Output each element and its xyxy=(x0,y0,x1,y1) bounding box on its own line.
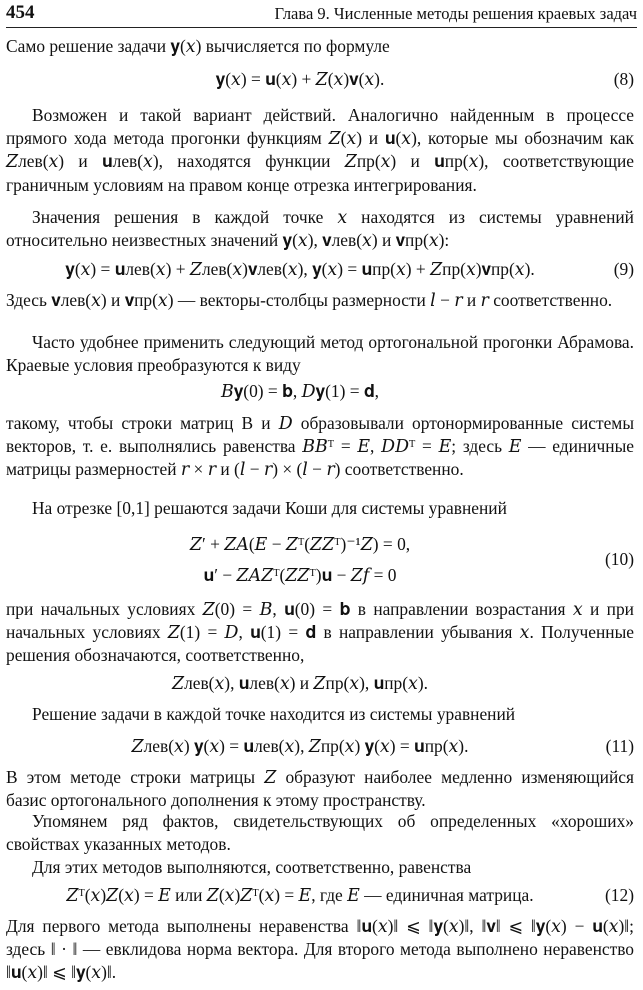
equation-12-expression: 𝑍ᵀ(𝑥)𝑍(𝑥) = 𝐸 или 𝑍(𝑥)𝑍ᵀ(𝑥) = 𝐸, где 𝐸 — единичная матрица. xyxy=(66,885,534,905)
paragraph-7: На отрезке [0,1] решаются задачи Коши для системы уравнений xyxy=(32,498,507,518)
paragraph-6: такому, чтобы строки матриц B и 𝐷 образовывали ортонормированные системы векторов, т. е. выполнялись равенства 𝐵𝐵ᵀ = 𝐸, 𝐷𝐷ᵀ = 𝐸; здесь 𝐸 — единичные матрицы размерностей 𝑟 × 𝑟 и (𝑙 − 𝑟) × (𝑙 − 𝑟) соответственно. xyxy=(6,413,634,480)
paragraph-13: Для первого метода выполнены неравенства ‖𝐮(𝑥)‖ ⩽ ‖𝐲(𝑥)‖, ‖𝐯‖ ⩽ ‖𝐲(𝑥) − 𝐮(𝑥)‖; здесь ‖ · ‖ — евклидова норма вектора. Для второго метода выполнено неравенство ‖𝐮(𝑥)‖ ⩽ ‖𝐲(𝑥)‖. xyxy=(6,916,634,983)
equation-11 xyxy=(6,733,634,759)
equation-12 xyxy=(6,882,634,908)
paragraph-4: Здесь 𝐯лев(𝑥) и 𝐯пр(𝑥) — векторы-столбцы размерности 𝑙 − 𝑟 и 𝑟 соответственно. xyxy=(6,290,613,310)
paragraph-1: Само решение задачи 𝐲(𝑥) вычисляется по формуле xyxy=(6,36,390,56)
equation-11-expression: 𝑍лев(𝑥) 𝐲(𝑥) = 𝐮лев(𝑥), 𝑍пр(𝑥) 𝐲(𝑥) = 𝐮пр(𝑥). xyxy=(131,736,469,756)
equation-8 xyxy=(6,66,634,92)
equation-boundary xyxy=(6,378,634,404)
paragraph-10: В этом методе строки матрицы 𝑍 образуют наиболее медленно изменяющийся базис ортогонального дополнения к этому пространству. xyxy=(6,767,634,811)
equation-boundary-expression: 𝐵𝐲(0) = 𝐛, 𝐷𝐲(1) = 𝐝, xyxy=(220,381,380,401)
chapter-title: Глава 9. Численные методы решения краевых задач xyxy=(274,4,637,23)
equation-10-expression-1: 𝑍′ + 𝑍𝐴(𝐸 − 𝑍ᵀ(𝑍𝑍ᵀ)⁻¹𝑍) = 0, xyxy=(189,534,411,554)
equation-10-number: (10) xyxy=(605,549,634,569)
equation-10-expression-2: 𝐮′ − 𝑍𝐴𝑍ᵀ(𝑍𝑍ᵀ)𝐮 − 𝑍𝑓 = 0 xyxy=(203,565,397,585)
equation-9-number: (9) xyxy=(613,259,634,279)
paragraph-3: Значения решения в каждой точке 𝑥 находятся из системы уравнений относительно неизвестных значений 𝐲(𝑥), 𝐯лев(𝑥) и 𝐯пр(𝑥): xyxy=(6,207,634,251)
equation-solutions-expression: 𝑍лев(𝑥), 𝐮лев(𝑥) и 𝑍пр(𝑥), 𝐮пр(𝑥). xyxy=(171,673,428,693)
equation-12-number: (12) xyxy=(605,885,634,905)
equation-8-expression: 𝐲(𝑥) = 𝐮(𝑥) + 𝑍(𝑥)𝐯(𝑥). xyxy=(215,69,385,89)
paragraph-12: Для этих методов выполняются, соответственно, равенства xyxy=(32,857,472,877)
paragraph-11: Упомянем ряд фактов, свидетельствующих об определенных «хороших» свойствах указанных методов. xyxy=(6,811,634,855)
equation-9-expression: 𝐲(𝑥) = 𝐮лев(𝑥) + 𝑍лев(𝑥)𝐯лев(𝑥), 𝐲(𝑥) = 𝐮пр(𝑥) + 𝑍пр(𝑥)𝐯пр(𝑥). xyxy=(65,259,535,279)
equation-8-number: (8) xyxy=(613,69,634,89)
equation-solutions xyxy=(6,670,634,696)
equation-9 xyxy=(6,256,634,282)
paragraph-5: Часто удобнее применить следующий метод ортогональной прогонки Абрамова. Краевые условия преобразуются к виду xyxy=(6,332,634,376)
equation-11-number: (11) xyxy=(605,736,634,756)
paragraph-2: Возможен и такой вариант действий. Аналогично найденным в процессе прямого хода метода прогонки функциям 𝑍(𝑥) и 𝐮(𝑥), которые мы обозначим как 𝑍лев(𝑥) и 𝐮лев(𝑥), находятся функции 𝑍пр(𝑥) и 𝐮пр(𝑥), соответствующие граничным условиям на правом конце отрезка интегрирования. xyxy=(6,105,634,195)
running-header xyxy=(6,2,637,26)
page-number: 454 xyxy=(6,2,35,23)
header-rule xyxy=(6,27,637,28)
paragraph-8: при начальных условиях 𝑍(0) = 𝐵, 𝐮(0) = 𝐛 в направлении возрастания 𝑥 и при начальных условиях 𝑍(1) = 𝐷, 𝐮(1) = 𝐝 в направлении убывания 𝑥. Полученные решения обозначаются, соответственно, xyxy=(6,599,634,666)
paragraph-9: Решение задачи в каждой точке находится из системы уравнений xyxy=(32,704,516,724)
equation-10-line-2 xyxy=(6,562,634,588)
